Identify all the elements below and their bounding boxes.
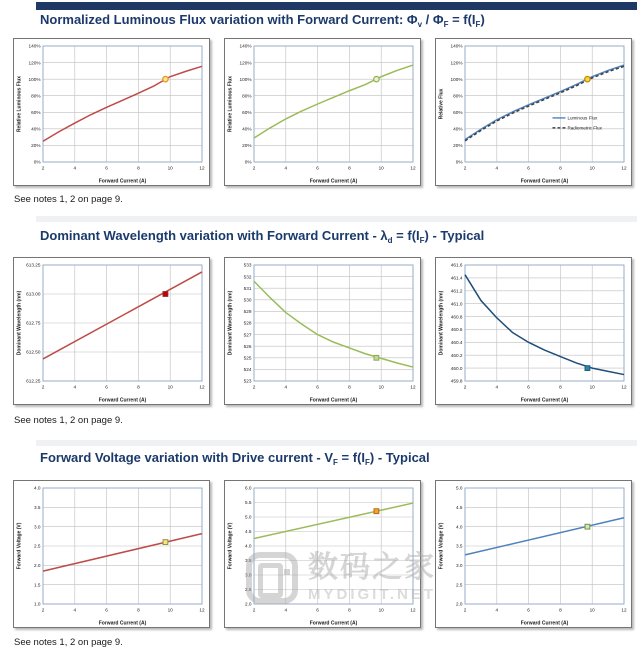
svg-text:40%: 40% (453, 126, 463, 132)
svg-text:2.5: 2.5 (33, 543, 41, 549)
svg-text:2: 2 (252, 607, 256, 613)
svg-text:12: 12 (621, 607, 627, 613)
svg-text:Forward Current (A): Forward Current (A) (520, 620, 569, 627)
svg-text:Forward Current (A): Forward Current (A) (98, 620, 147, 627)
svg-text:460.4: 460.4 (450, 340, 463, 346)
chart-luminous-flux-red (13, 38, 210, 186)
svg-text:5.0: 5.0 (455, 485, 463, 491)
svg-text:Forward Current (A): Forward Current (A) (98, 397, 147, 404)
svg-text:2: 2 (41, 607, 45, 613)
svg-text:3.5: 3.5 (455, 543, 463, 549)
svg-text:2.5: 2.5 (244, 587, 252, 593)
svg-text:10: 10 (378, 384, 384, 390)
svg-text:140%: 140% (28, 43, 41, 49)
svg-text:460.0: 460.0 (450, 365, 463, 371)
svg-text:2.0: 2.0 (33, 563, 41, 569)
svg-text:6: 6 (316, 165, 319, 171)
svg-text:8: 8 (559, 384, 562, 390)
svg-text:10: 10 (589, 384, 595, 390)
svg-text:528: 528 (243, 320, 252, 326)
see-notes-text-2: See notes 1, 2 on page 9. (14, 415, 123, 426)
svg-text:4.0: 4.0 (33, 485, 41, 491)
chart-dominant-wavelength-green (224, 257, 421, 405)
svg-text:140%: 140% (450, 43, 463, 49)
svg-text:12: 12 (410, 607, 416, 613)
svg-text:612.25: 612.25 (26, 378, 41, 384)
svg-text:524: 524 (243, 367, 252, 373)
svg-text:12: 12 (199, 165, 205, 171)
svg-text:3.5: 3.5 (33, 505, 41, 511)
svg-text:10: 10 (378, 607, 384, 613)
svg-text:Forward Current (A): Forward Current (A) (98, 178, 147, 185)
svg-text:461.4: 461.4 (450, 275, 463, 281)
chart-forward-voltage-blue (435, 480, 632, 628)
svg-text:80%: 80% (31, 93, 41, 99)
svg-text:6: 6 (105, 165, 108, 171)
svg-text:Forward Current (A): Forward Current (A) (309, 397, 358, 404)
svg-text:40%: 40% (242, 126, 252, 132)
svg-text:2.0: 2.0 (455, 601, 463, 607)
svg-text:4: 4 (73, 607, 77, 613)
svg-text:20%: 20% (453, 143, 463, 149)
chart-svg (225, 39, 420, 185)
svg-text:10: 10 (167, 384, 173, 390)
svg-text:2: 2 (252, 384, 256, 390)
svg-text:10: 10 (167, 165, 173, 171)
svg-text:461.0: 461.0 (450, 301, 463, 307)
svg-text:4.5: 4.5 (244, 529, 252, 535)
svg-text:6.0: 6.0 (244, 485, 252, 491)
svg-text:459.8: 459.8 (450, 378, 463, 384)
svg-text:3.0: 3.0 (33, 524, 41, 530)
svg-text:6: 6 (105, 384, 108, 390)
svg-text:40%: 40% (31, 126, 41, 132)
svg-text:10: 10 (378, 165, 384, 171)
svg-text:80%: 80% (242, 93, 252, 99)
svg-text:4: 4 (284, 165, 288, 171)
section-title-dominant-wavelength: Dominant Wavelength variation with Forward Current - $\lambda_d = f(I_F)$ - Typical (40, 228, 485, 245)
svg-text:3.0: 3.0 (455, 563, 463, 569)
svg-text:Dominant Wavelength (nm): Dominant Wavelength (nm) (16, 290, 23, 356)
svg-text:529: 529 (243, 309, 252, 315)
svg-text:4.0: 4.0 (455, 524, 463, 530)
svg-text:140%: 140% (239, 43, 252, 49)
svg-text:12: 12 (621, 384, 627, 390)
svg-text:8: 8 (348, 384, 351, 390)
chart-svg (14, 258, 209, 404)
svg-text:460.8: 460.8 (450, 314, 463, 320)
svg-text:1.0: 1.0 (33, 601, 41, 607)
see-notes-text-3: See notes 1, 2 on page 9. (14, 637, 123, 648)
svg-text:3.5: 3.5 (244, 558, 252, 564)
svg-text:613.25: 613.25 (26, 262, 41, 268)
chart-svg (225, 481, 420, 627)
svg-text:4: 4 (495, 607, 499, 613)
svg-text:2: 2 (41, 384, 45, 390)
svg-text:461.2: 461.2 (450, 288, 463, 294)
svg-text:10: 10 (589, 607, 595, 613)
svg-text:4: 4 (284, 607, 288, 613)
svg-text:2.5: 2.5 (455, 582, 463, 588)
svg-text:60%: 60% (453, 109, 463, 115)
svg-text:Forward Voltage (V): Forward Voltage (V) (16, 522, 23, 570)
svg-text:6: 6 (527, 384, 530, 390)
watermark-en-text: MYDIGIT.NET (308, 586, 437, 603)
svg-text:80%: 80% (453, 93, 463, 99)
svg-text:120%: 120% (239, 60, 252, 66)
svg-text:8: 8 (559, 607, 562, 613)
svg-text:4.5: 4.5 (455, 505, 463, 511)
svg-text:612.50: 612.50 (26, 349, 41, 355)
svg-text:Forward Current (A): Forward Current (A) (520, 397, 569, 404)
svg-text:Forward Current (A): Forward Current (A) (520, 178, 569, 185)
chart-row-luminous-flux (13, 38, 632, 186)
svg-text:100%: 100% (450, 76, 463, 82)
section-divider (36, 216, 637, 222)
svg-text:10: 10 (167, 607, 173, 613)
svg-text:8: 8 (348, 607, 351, 613)
chart-svg (14, 39, 209, 185)
chart-svg (225, 258, 420, 404)
svg-text:Dominant Wavelength (nm): Dominant Wavelength (nm) (227, 290, 234, 356)
chart-forward-voltage-red (13, 480, 210, 628)
svg-text:Relative Luminous Flux: Relative Luminous Flux (16, 75, 23, 133)
svg-text:2: 2 (463, 607, 467, 613)
svg-text:533: 533 (243, 262, 252, 268)
svg-text:460.6: 460.6 (450, 327, 463, 333)
svg-text:6: 6 (105, 607, 108, 613)
chart-forward-voltage-green (224, 480, 421, 628)
top-divider-bar (36, 2, 637, 10)
svg-text:60%: 60% (242, 109, 252, 115)
svg-text:2: 2 (41, 165, 45, 171)
section-title-luminous-flux: Normalized Luminous Flux variation with Forward Current: $\Phi_v / \Phi_F = f(I_F)$ (40, 12, 485, 29)
svg-text:6: 6 (316, 607, 319, 613)
svg-text:1.5: 1.5 (33, 582, 41, 588)
section-title-forward-voltage: Forward Voltage variation with Drive current - $V_F = f(I_F)$ - Typical (40, 450, 430, 467)
svg-text:20%: 20% (31, 143, 41, 149)
svg-text:100%: 100% (28, 76, 41, 82)
svg-text:Forward Current (A): Forward Current (A) (309, 178, 358, 185)
svg-text:Dominant Wavelength (nm): Dominant Wavelength (nm) (438, 290, 445, 356)
svg-text:4.0: 4.0 (244, 543, 252, 549)
chart-row-forward-voltage (13, 480, 632, 628)
svg-text:8: 8 (137, 607, 140, 613)
chart-row-dominant-wavelength (13, 257, 632, 405)
svg-text:613.00: 613.00 (26, 291, 41, 297)
svg-text:20%: 20% (242, 143, 252, 149)
svg-text:Forward Voltage (V): Forward Voltage (V) (227, 522, 234, 570)
svg-text:12: 12 (199, 607, 205, 613)
svg-text:0%: 0% (244, 159, 252, 165)
svg-text:5.0: 5.0 (244, 514, 252, 520)
svg-text:4: 4 (495, 165, 499, 171)
chart-svg (436, 39, 631, 185)
svg-text:460.2: 460.2 (450, 352, 463, 358)
svg-text:527: 527 (243, 332, 252, 338)
svg-text:8: 8 (137, 384, 140, 390)
svg-text:531: 531 (243, 285, 252, 291)
svg-text:Relative Luminous Flux: Relative Luminous Flux (227, 75, 234, 133)
svg-text:526: 526 (243, 343, 252, 349)
svg-text:8: 8 (559, 165, 562, 171)
svg-text:4: 4 (73, 384, 77, 390)
svg-text:120%: 120% (28, 60, 41, 66)
svg-text:4: 4 (73, 165, 77, 171)
svg-text:461.6: 461.6 (450, 262, 463, 268)
chart-svg (14, 481, 209, 627)
svg-text:5.5: 5.5 (244, 500, 252, 506)
chart-svg (436, 258, 631, 404)
chart-svg (436, 481, 631, 627)
svg-text:523: 523 (243, 378, 252, 384)
see-notes-text-1: See notes 1, 2 on page 9. (14, 194, 123, 205)
svg-text:Radiometric Flux: Radiometric Flux (567, 125, 602, 131)
svg-text:6: 6 (527, 165, 530, 171)
svg-text:Forward Voltage (V): Forward Voltage (V) (438, 522, 445, 570)
svg-text:2: 2 (252, 165, 256, 171)
chart-dominant-wavelength-red (13, 257, 210, 405)
svg-text:4: 4 (284, 384, 288, 390)
svg-text:4: 4 (495, 384, 499, 390)
svg-text:3.0: 3.0 (244, 572, 252, 578)
svg-text:120%: 120% (450, 60, 463, 66)
svg-text:10: 10 (589, 165, 595, 171)
section-divider (36, 440, 637, 446)
svg-text:12: 12 (410, 165, 416, 171)
chart-luminous-radiometric-flux-blue (435, 38, 632, 186)
svg-text:612.75: 612.75 (26, 320, 41, 326)
svg-text:2: 2 (463, 384, 467, 390)
svg-text:530: 530 (243, 297, 252, 303)
svg-text:8: 8 (348, 165, 351, 171)
svg-text:532: 532 (243, 274, 252, 280)
svg-text:6: 6 (527, 607, 530, 613)
chart-luminous-flux-green (224, 38, 421, 186)
svg-text:0%: 0% (455, 159, 463, 165)
svg-text:2: 2 (463, 165, 467, 171)
svg-text:Forward Current (A): Forward Current (A) (309, 620, 358, 627)
svg-text:8: 8 (137, 165, 140, 171)
svg-text:2.0: 2.0 (244, 601, 252, 607)
svg-text:60%: 60% (31, 109, 41, 115)
svg-text:12: 12 (199, 384, 205, 390)
svg-text:Relative Flux: Relative Flux (438, 88, 445, 120)
svg-text:525: 525 (243, 355, 252, 361)
svg-text:100%: 100% (239, 76, 252, 82)
svg-text:12: 12 (410, 384, 416, 390)
svg-text:6: 6 (316, 384, 319, 390)
watermark-cn-text: 数码之家 (308, 551, 436, 584)
svg-text:12: 12 (621, 165, 627, 171)
svg-text:Luminous Flux: Luminous Flux (567, 115, 598, 121)
svg-text:0%: 0% (33, 159, 41, 165)
chart-dominant-wavelength-blue (435, 257, 632, 405)
